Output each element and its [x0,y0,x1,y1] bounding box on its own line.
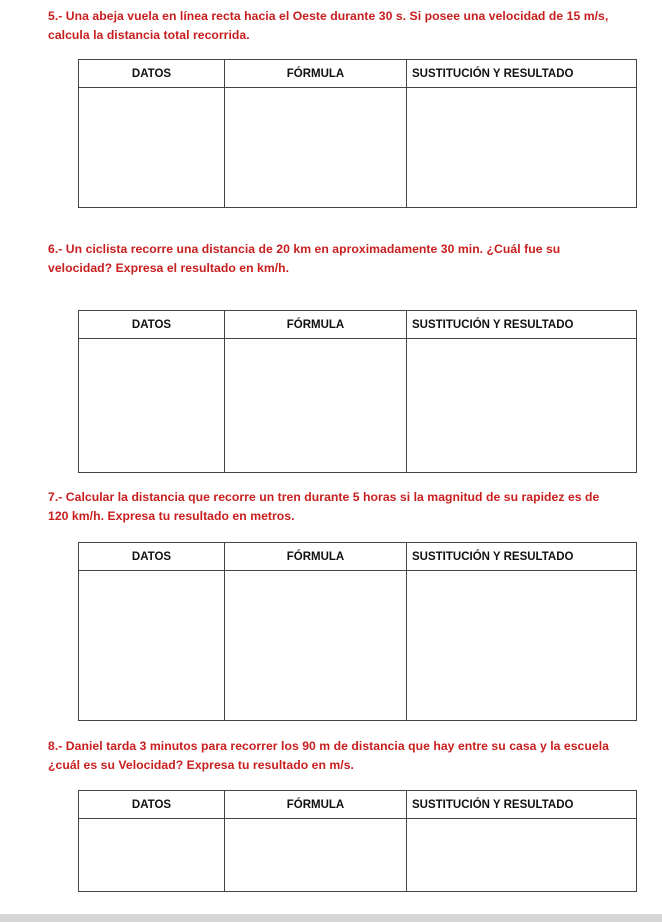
formula-answer-cell[interactable] [225,339,407,473]
problem-8-text: 8.- Daniel tarda 3 minutos para recorrer los 90 m de distancia que hay entre su casa y la escuela ¿cuál es su Velocidad? Expresa tu resultado en m/s. [48,739,609,772]
page-bottom-edge [0,914,662,922]
header-datos: DATOS [79,60,225,88]
header-formula: FÓRMULA [225,311,407,339]
table-header-row [79,791,637,819]
answer-row [79,571,637,721]
sustitucion-answer-cell[interactable] [407,819,637,892]
datos-answer-cell[interactable] [79,339,225,473]
table-header-row [79,311,637,339]
header-sustitucion: SUSTITUCIÓN Y RESULTADO [407,60,637,88]
header-formula: FÓRMULA [225,543,407,571]
header-sustitucion: SUSTITUCIÓN Y RESULTADO [407,311,637,339]
formula-answer-cell[interactable] [225,571,407,721]
formula-answer-cell[interactable] [225,819,407,892]
datos-answer-cell[interactable] [79,571,225,721]
datos-answer-cell[interactable] [79,88,225,208]
problem-7-table [78,542,637,721]
table-header-row [79,543,637,571]
table-header-row [79,60,637,88]
header-formula: FÓRMULA [225,60,407,88]
problem-5-table [78,59,637,208]
sustitucion-answer-cell[interactable] [407,339,637,473]
header-sustitucion: SUSTITUCIÓN Y RESULTADO [407,543,637,571]
header-formula: FÓRMULA [225,791,407,819]
problem-5-text: 5.- Una abeja vuela en línea recta hacia el Oeste durante 30 s. Si posee una velocidad de 15 m/s, calcula la distancia total recorrida. [48,9,609,42]
sustitucion-answer-cell[interactable] [407,571,637,721]
header-datos: DATOS [79,791,225,819]
header-datos: DATOS [79,311,225,339]
header-sustitucion: SUSTITUCIÓN Y RESULTADO [407,791,637,819]
formula-answer-cell[interactable] [225,88,407,208]
sustitucion-answer-cell[interactable] [407,88,637,208]
problem-8-table [78,790,637,892]
answer-row [79,88,637,208]
datos-answer-cell[interactable] [79,819,225,892]
problem-6-table [78,310,637,473]
answer-row [79,819,637,892]
problem-7-text: 7.- Calcular la distancia que recorre un tren durante 5 horas si la magnitud de su rapidez es de 120 km/h. Expresa tu resultado en metros. [48,490,600,523]
problem-6-text: 6.- Un ciclista recorre una distancia de 20 km en aproximadamente 30 min. ¿Cuál fue su velocidad? Expresa el resultado en km/h. [48,242,561,275]
header-datos: DATOS [79,543,225,571]
answer-row [79,339,637,473]
